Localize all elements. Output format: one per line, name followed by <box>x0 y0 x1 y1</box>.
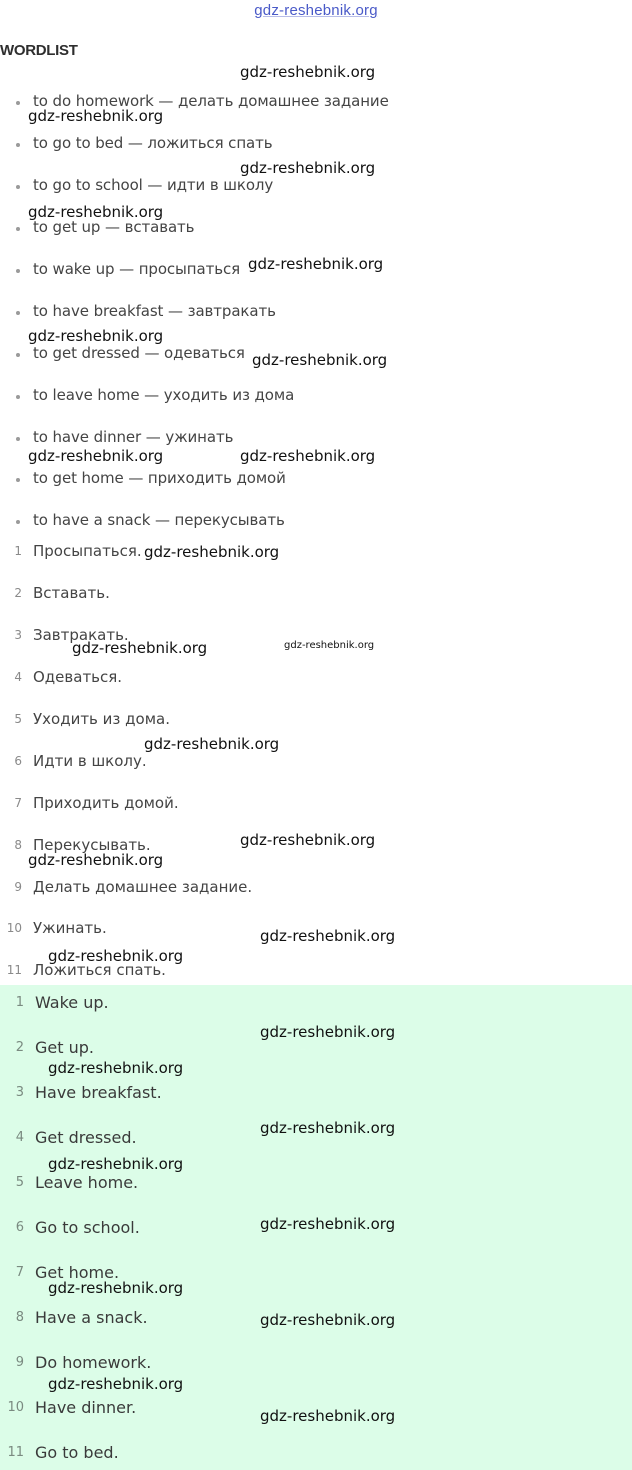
wordlist-item <box>0 384 632 408</box>
answer-item-text: Have a snack. <box>35 1308 148 1327</box>
item-number: 4 <box>14 670 22 684</box>
bullet-icon <box>16 520 20 524</box>
wordlist-item-text: to have dinner — ужинать <box>33 428 234 446</box>
top-watermark: gdz-reshebnik.org <box>254 2 378 19</box>
watermark: gdz-reshebnik.org <box>48 1375 184 1393</box>
item-number: 9 <box>14 880 22 894</box>
answer-item <box>0 1440 632 1466</box>
answer-item-text: Wake up. <box>35 993 109 1012</box>
watermark: gdz-reshebnik.org <box>28 203 164 221</box>
watermark: gdz-reshebnik.org <box>260 1119 396 1137</box>
wordlist-item-text: to have breakfast — завтракать <box>33 302 276 320</box>
wordlist-title: WORDLIST <box>0 42 78 59</box>
watermark: gdz-reshebnik.org <box>144 543 280 561</box>
item-number: 11 <box>6 963 22 977</box>
watermark: gdz-reshebnik.org <box>260 1215 396 1233</box>
bullet-icon <box>16 478 20 482</box>
wordlist-item-text: to do homework — делать домашнее задание <box>33 92 389 110</box>
watermark: gdz-reshebnik.org <box>260 1023 396 1041</box>
wordlist-item-text: to leave home — уходить из дома <box>33 386 295 404</box>
watermark: gdz-reshebnik.org <box>240 63 376 81</box>
watermark: gdz-reshebnik.org <box>48 1059 184 1077</box>
wordlist-item-text: to get dressed — одеваться <box>33 344 245 362</box>
routine-item <box>0 708 632 732</box>
watermark: gdz-reshebnik.org <box>28 107 164 125</box>
item-number: 8 <box>14 838 22 852</box>
watermark: gdz-reshebnik.org <box>248 255 384 273</box>
routine-item <box>0 876 632 900</box>
answer-item-text: Get home. <box>35 1263 120 1282</box>
item-number: 7 <box>14 796 22 810</box>
routine-item-text: Ужинать. <box>33 919 107 937</box>
answer-item-text: Go to bed. <box>35 1443 119 1462</box>
watermark: gdz-reshebnik.org <box>28 327 164 345</box>
watermark: gdz-reshebnik.org <box>260 1311 396 1329</box>
routine-item-text: Вставать. <box>33 584 110 602</box>
wordlist-item <box>0 132 632 156</box>
item-number: 5 <box>14 712 22 726</box>
bullet-icon <box>16 269 20 273</box>
bullet-icon <box>16 353 20 357</box>
watermark: gdz-reshebnik.org <box>240 831 376 849</box>
watermark: gdz-reshebnik.org <box>260 927 396 945</box>
item-number: 6 <box>15 1220 24 1235</box>
routine-item <box>0 582 632 606</box>
watermark: gdz-reshebnik.org <box>144 735 280 753</box>
bullet-icon <box>16 143 20 147</box>
answer-item-text: Do homework. <box>35 1353 152 1372</box>
watermark: gdz-reshebnik.org <box>48 947 184 965</box>
routine-item-text: Делать домашнее задание. <box>33 878 253 896</box>
watermark: gdz-reshebnik.org <box>252 351 388 369</box>
watermark: gdz-reshebnik.org <box>240 447 376 465</box>
routine-item <box>0 540 632 564</box>
watermark: gdz-reshebnik.org <box>72 639 208 657</box>
item-number: 5 <box>15 1175 24 1190</box>
watermark: gdz-reshebnik.org <box>48 1155 184 1173</box>
routine-item <box>0 792 632 816</box>
wordlist-item <box>0 509 632 533</box>
item-number: 8 <box>15 1310 24 1325</box>
item-number: 10 <box>7 1400 24 1415</box>
item-number: 1 <box>14 544 22 558</box>
item-number: 3 <box>15 1085 24 1100</box>
wordlist-item-text: to get up — вставать <box>33 218 195 236</box>
wordlist-item <box>0 300 632 324</box>
bullet-icon <box>16 395 20 399</box>
routine-item-text: Перекусывать. <box>33 836 151 854</box>
bullet-icon <box>16 185 20 189</box>
answer-item-text: Get up. <box>35 1038 94 1057</box>
routine-item-text: Одеваться. <box>33 668 123 686</box>
routine-item-text: Уходить из дома. <box>33 710 170 728</box>
answer-item <box>0 1080 632 1106</box>
answer-item-text: Have breakfast. <box>35 1083 162 1102</box>
bullet-icon <box>16 311 20 315</box>
wordlist-item <box>0 174 632 198</box>
item-number: 3 <box>14 628 22 642</box>
item-number: 7 <box>15 1265 24 1280</box>
routine-item-text: Идти в школу. <box>33 752 147 770</box>
item-number: 6 <box>14 754 22 768</box>
wordlist-item-text: to wake up — просыпаться <box>33 260 241 278</box>
bullet-icon <box>16 101 20 105</box>
wordlist-item-text: to get home — приходить домой <box>33 469 286 487</box>
routine-item <box>0 750 632 774</box>
item-number: 2 <box>15 1040 24 1055</box>
wordlist-item-text: to have a snack — перекусывать <box>33 511 285 529</box>
item-number: 11 <box>7 1445 24 1460</box>
wordlist-item-text: to go to bed — ложиться спать <box>33 134 273 152</box>
routine-item-text: Завтракать. <box>33 626 129 644</box>
watermark: gdz-reshebnik.org <box>260 1407 396 1425</box>
answer-item-text: Leave home. <box>35 1173 139 1192</box>
answer-item-text: Have dinner. <box>35 1398 137 1417</box>
answer-item <box>0 1350 632 1376</box>
watermark: gdz-reshebnik.org <box>48 1279 184 1297</box>
answer-item <box>0 990 632 1016</box>
answer-item <box>0 1170 632 1196</box>
routine-item <box>0 666 632 690</box>
item-number: 2 <box>14 586 22 600</box>
routine-item-text: Просыпаться. <box>33 542 142 560</box>
bullet-icon <box>16 227 20 231</box>
bullet-icon <box>16 437 20 441</box>
answer-item-text: Go to school. <box>35 1218 140 1237</box>
watermark: gdz-reshebnik.org <box>240 159 376 177</box>
item-number: 4 <box>15 1130 24 1145</box>
routine-item-text: Ложиться спать. <box>33 961 166 979</box>
item-number: 1 <box>15 995 24 1010</box>
watermark: gdz-reshebnik.org <box>28 851 164 869</box>
wordlist-item-text: to go to school — идти в школу <box>33 176 274 194</box>
answer-item-text: Get dressed. <box>35 1128 137 1147</box>
routine-item-text: Приходить домой. <box>33 794 179 812</box>
watermark: gdz-reshebnik.org <box>28 447 164 465</box>
wordlist-item <box>0 467 632 491</box>
item-number: 9 <box>15 1355 24 1370</box>
item-number: 10 <box>6 921 22 935</box>
watermark: gdz-reshebnik.org <box>284 640 375 651</box>
